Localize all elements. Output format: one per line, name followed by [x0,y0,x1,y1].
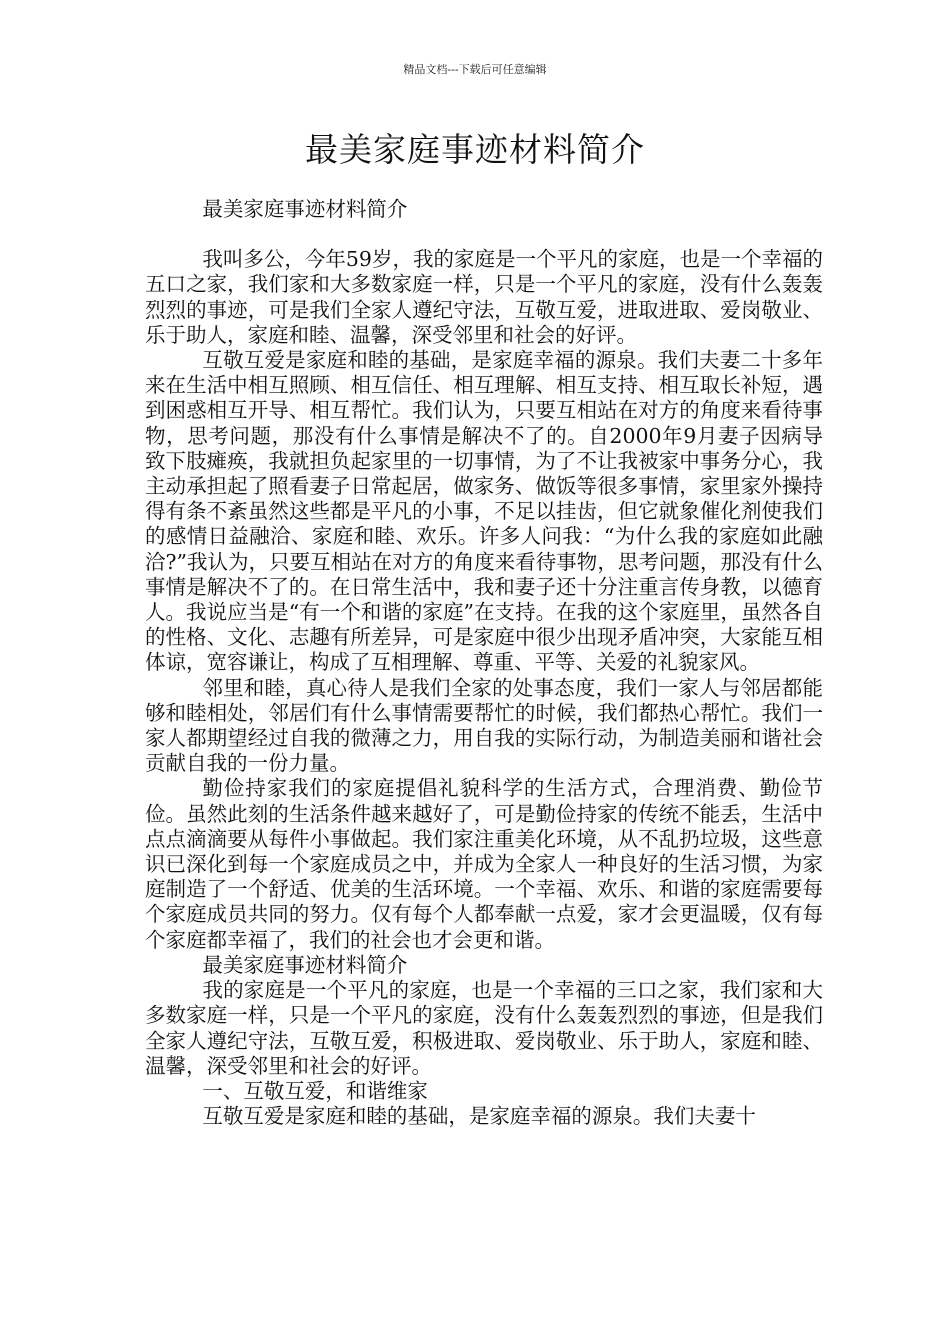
document-title: 最美家庭事迹材料简介 [305,130,645,169]
paragraph: 我的家庭是一个平凡的家庭，也是一个幸福的三口之家，我们家和大多数家庭一样，只是一个平凡的家庭，没有什么轰轰烈烈的事迹，但是我们全家人遵纪守法，互敬互爱，积极进取、爱岗敬业、乐于助人，家庭和睦、温馨，深受邻里和社会的好评。 [145,978,823,1078]
subheading: 最美家庭事迹材料简介 [202,197,408,221]
paragraph: 我叫多公，今年59岁，我的家庭是一个平凡的家庭，也是一个幸福的五口之家，我们家和大多数家庭一样，只是一个平凡的家庭，没有什么轰轰烈烈的事迹，可是我们全家人遵纪守法，互敬互爱，进取进取、爱岗敬业、乐于助人，家庭和睦、温馨，深受邻里和社会的好评。 [145,247,823,347]
paragraph: 互敬互爱是家庭和睦的基础，是家庭幸福的源泉。我们夫妻十 [202,1104,756,1129]
subheading: 最美家庭事迹材料简介 [202,952,408,977]
paragraph: 邻里和睦，真心待人是我们全家的处事态度，我们一家人与邻居都能够和睦相处，邻居们有什么事情需要帮忙的时候，我们都热心帮忙。我们一家人都期望经过自我的微薄之力，用自我的实际行动，为制造美丽和谐社会贡献自我的一份力量。 [145,675,823,776]
document-body [145,197,823,1129]
section-heading: 一、互敬互爱，和谐维家 [202,1078,428,1103]
paragraph: 互敬互爱是家庭和睦的基础，是家庭幸福的源泉。我们夫妻二十多年来在生活中相互照顾、相互信任、相互理解、相互支持、相互取长补短，遇到困惑相互开导、相互帮忙。我们认为，只要互相站在对方的角度来看待事物，思考问题，那没有什么事情是解决不了的。自2000年9月妻子因病导致下肢瘫痪，我就担负起家里的一切事情，为了不让我被家中事务分心，我主动承担起了照看妻子日常起居，做家务、做饭等很多事情，家里家外操持得有条不紊虽然这些都是平凡的小事，不足以挂齿，但它就象催化剂使我们的感情日益融洽、家庭和睦、欢乐。许多人问我：“为什么我的家庭如此融洽?”我认为，只要互相站在对方的角度来看待事物，思考问题，那没有什么事情是解决不了的。在日常生活中，我和妻子还十分注重言传身教，以德育人。我说应当是“有一个和谐的家庭”在支持。在我的这个家庭里，虽然各自的性格、文化、志趣有所差异，可是家庭中很少出现矛盾冲突，大家能互相体谅，宽容谦让，构成了互相理解、尊重、平等、关爱的礼貌家风。 [145,348,823,675]
header-note: 精品文档---下载后可任意编辑 [403,63,547,76]
paragraph: 勤俭持家我们的家庭提倡礼貌科学的生活方式，合理消费、勤俭节俭。虽然此刻的生活条件越来越好了，可是勤俭持家的传统不能丢，生活中点点滴滴要从每件小事做起。我们家注重美化环境，从不乱扔垃圾，这些意识已深化到每一个家庭成员之中，并成为全家人一种良好的生活习惯，为家庭制造了一个舒适、优美的生活环境。一个幸福、欢乐、和谐的家庭需要每个家庭成员共同的努力。仅有每个人都奉献一点爱，家才会更温暖，仅有每个家庭都幸福了，我们的社会也才会更和谐。 [145,776,823,952]
